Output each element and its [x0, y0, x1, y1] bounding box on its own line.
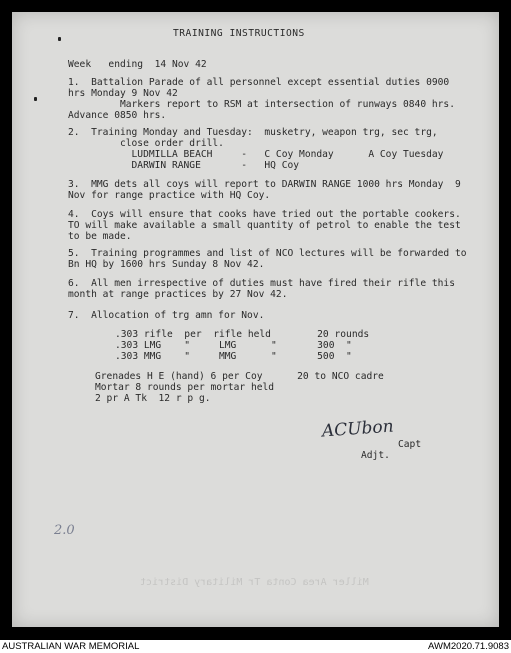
item3-line: 3. MMG dets all coys will report to DARWIN RANGE 1000 hrs Monday 9 [68, 179, 461, 190]
item1-line: Advance 0850 hrs. [68, 110, 167, 121]
item2-line: close order drill. [68, 138, 224, 149]
pencil-margin-note: 2.0 [54, 523, 75, 538]
item2-line: DARWIN RANGE - HQ Coy [68, 160, 300, 171]
rank-label: Capt [398, 439, 422, 450]
item5-line: Bn HQ by 1600 hrs Sunday 8 Nov 42. [68, 259, 265, 270]
footer-institution: AUSTRALIAN WAR MEMORIAL [2, 641, 140, 652]
item7-heading: 7. Allocation of trg amn for Nov. [68, 310, 265, 321]
handwritten-signature: ACUbon [321, 416, 395, 442]
item1-line: hrs Monday 9 Nov 42 [68, 88, 178, 99]
item3-line: Nov for range practice with HQ Coy. [68, 190, 271, 201]
item4-line: 4. Coys will ensure that cooks have tried out the portable cookers. [68, 209, 461, 220]
week-ending: Week ending 14 Nov 42 [68, 59, 207, 70]
ammo-row: .303 rifle per rifle held 20 rounds [115, 329, 370, 340]
archive-footer [0, 640, 511, 653]
item4-line: to be made. [68, 231, 132, 242]
page-title: TRAINING INSTRUCTIONS [173, 28, 305, 39]
ammo-row: .303 MMG " MMG " 500 " [115, 351, 352, 362]
item6-line: 6. All men irrespective of duties must have fired their rifle this [68, 278, 455, 289]
item4-line: TO will make available a small quantity of petrol to enable the test [68, 220, 461, 231]
footer-accession-number: AWM2020.71.9083 [428, 641, 509, 652]
grenade-line: Grenades H E (hand) 6 per Coy 20 to NCO cadre [95, 371, 384, 382]
ammo-row: .303 LMG " LMG " 300 " [115, 340, 352, 351]
item5-line: 5. Training programmes and list of NCO lectures will be forwarded to [68, 248, 467, 259]
item1-line: 1. Battalion Parade of all personnel except essential duties 0900 [68, 77, 450, 88]
item2-line: 2. Training Monday and Tuesday: musketry, weapon trg, sec trg, [68, 127, 438, 138]
item2-line: LUDMILLA BEACH - C Coy Monday A Coy Tuesday [68, 149, 444, 160]
appointment-label: Adjt. [361, 450, 390, 461]
punch-mark [58, 37, 61, 41]
bleed-through-text: Miller Area Conta Tr Military District [140, 577, 369, 588]
item1-line: Markers report to RSM at intersection of runways 0840 hrs. [68, 99, 455, 110]
mortar-line: Mortar 8 rounds per mortar held [95, 382, 275, 393]
punch-mark [34, 97, 37, 101]
item6-line: month at range practices by 27 Nov 42. [68, 289, 288, 300]
atk-line: 2 pr A Tk 12 r p g. [95, 393, 211, 404]
